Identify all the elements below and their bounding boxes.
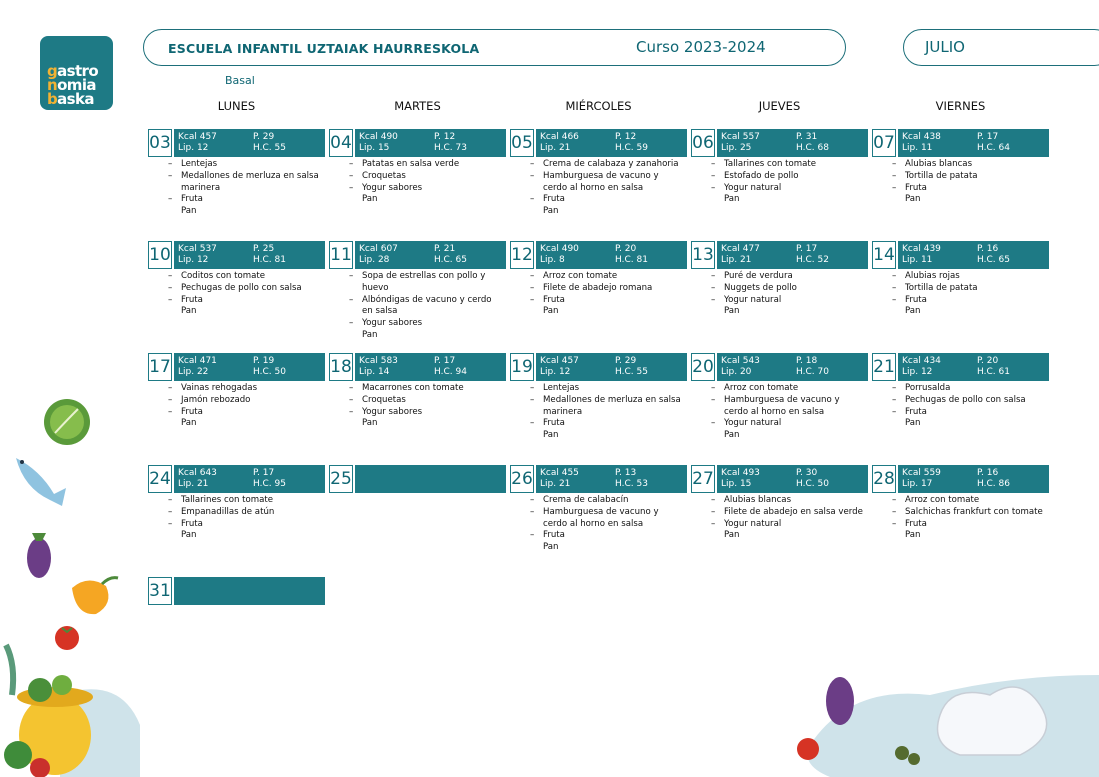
menu-item: – Jamón rebozado (148, 395, 325, 407)
day-cell-header (691, 465, 868, 493)
protein-value: P. 21 (434, 244, 456, 254)
lipids-value: Lip. 12 (540, 367, 571, 377)
carbs-value: H.C. 94 (434, 367, 467, 377)
lipids-value: Lip. 11 (902, 255, 933, 265)
protein-value: P. 29 (253, 132, 275, 142)
fish-icon (10, 452, 70, 510)
day-number: 06 (691, 129, 715, 157)
kcal-value: Kcal 455 (540, 468, 579, 478)
kcal-value: Kcal 643 (178, 468, 217, 478)
menu-type-label: Basal (225, 74, 255, 87)
menu-item: – Yogur natural (691, 418, 868, 430)
menu-item: Pan (543, 542, 559, 553)
gastronomia-baska-logo (40, 36, 113, 110)
menu-item: – Vainas rehogadas (148, 383, 325, 395)
lipids-value: Lip. 21 (540, 479, 571, 489)
kcal-value: Kcal 438 (902, 132, 941, 142)
protein-value: P. 18 (796, 356, 818, 366)
carbs-value: H.C. 81 (615, 255, 648, 265)
menu-item: Pan (181, 306, 197, 317)
nutrition-info (355, 465, 506, 493)
menu-item: Pan (905, 418, 921, 429)
menu-item: – Nuggets de pollo (691, 283, 868, 295)
menu-items-list (872, 271, 1049, 318)
menu-item: – Fruta (148, 407, 325, 419)
menu-item: Pan (543, 206, 559, 217)
day-number: 17 (148, 353, 172, 381)
menu-items-list (872, 495, 1049, 542)
vegetables-pot-illustration (0, 635, 145, 777)
chef-hat-illustration (790, 665, 1099, 777)
menu-item: Pan (905, 306, 921, 317)
day-number: 24 (148, 465, 172, 493)
day-cell (872, 241, 1049, 318)
lipids-value: Lip. 21 (540, 143, 571, 153)
menu-item: – Fruta (872, 519, 1049, 531)
day-number: 12 (510, 241, 534, 269)
menu-item: – Pechugas de pollo con salsa (872, 395, 1049, 407)
lipids-value: Lip. 11 (902, 143, 933, 153)
day-cell-header (148, 577, 325, 605)
menu-item: Pan (543, 306, 559, 317)
kcal-value: Kcal 490 (540, 244, 579, 254)
kcal-value: Kcal 543 (721, 356, 760, 366)
protein-value: P. 17 (253, 468, 275, 478)
menu-items-list (510, 495, 687, 554)
menu-item: – Alubias blancas (872, 159, 1049, 171)
kcal-value: Kcal 434 (902, 356, 941, 366)
course-year: Curso 2023-2024 (636, 38, 766, 56)
day-header-monday: LUNES (217, 99, 256, 113)
nutrition-info (717, 241, 868, 269)
logo-line: nomia (47, 76, 96, 94)
day-cell-header (510, 353, 687, 381)
protein-value: P. 17 (434, 356, 456, 366)
carbs-value: H.C. 70 (796, 367, 829, 377)
menu-item: Pan (181, 530, 197, 541)
menu-item: Pan (181, 418, 197, 429)
protein-value: P. 13 (615, 468, 637, 478)
nutrition-info (717, 129, 868, 157)
protein-value: P. 17 (977, 132, 999, 142)
day-cell-header (872, 129, 1049, 157)
day-number: 03 (148, 129, 172, 157)
day-cell (510, 129, 687, 218)
carbs-value: H.C. 73 (434, 143, 467, 153)
carbs-value: H.C. 61 (977, 367, 1010, 377)
day-number: 26 (510, 465, 534, 493)
menu-item: Pan (181, 206, 197, 217)
kcal-value: Kcal 477 (721, 244, 760, 254)
day-number: 10 (148, 241, 172, 269)
nutrition-info (536, 353, 687, 381)
menu-item: – Fruta (872, 295, 1049, 307)
day-number: 05 (510, 129, 534, 157)
carbs-value: H.C. 65 (977, 255, 1010, 265)
day-cell-header (329, 241, 506, 269)
nutrition-info (898, 353, 1049, 381)
eggplant-icon (20, 525, 60, 581)
day-header-friday: VIERNES (935, 99, 986, 113)
nutrition-info (536, 129, 687, 157)
day-cell-header (872, 241, 1049, 269)
day-number: 04 (329, 129, 353, 157)
lipids-value: Lip. 8 (540, 255, 565, 265)
menu-items-list (148, 159, 325, 218)
menu-item: – Porrusalda (872, 383, 1049, 395)
day-cell-header (148, 241, 325, 269)
lettuce-icon (40, 395, 95, 450)
protein-value: P. 25 (253, 244, 275, 254)
menu-items-list (329, 271, 506, 342)
menu-item: – Medallones de merluza en salsa marinera (148, 171, 325, 195)
day-cell-header (329, 465, 506, 493)
menu-item: – Fruta (872, 183, 1049, 195)
day-header-thursday: JUEVES (758, 99, 801, 113)
day-cell (148, 129, 325, 218)
menu-item: Pan (362, 418, 378, 429)
menu-item: – Yogur natural (691, 519, 868, 531)
menu-item: Pan (362, 329, 378, 340)
menu-item: – Pechugas de pollo con salsa (148, 283, 325, 295)
kcal-value: Kcal 439 (902, 244, 941, 254)
menu-item: – Tortilla de patata (872, 171, 1049, 183)
nutrition-info (536, 241, 687, 269)
day-header-wednesday: MIÉRCOLES (565, 99, 632, 113)
menu-item: – Macarrones con tomate (329, 383, 506, 395)
menu-item: – Fruta (510, 295, 687, 307)
nutrition-info (355, 241, 506, 269)
lipids-value: Lip. 28 (359, 255, 390, 265)
menu-item: – Yogur natural (691, 295, 868, 307)
day-cell (329, 129, 506, 206)
lipids-value: Lip. 15 (359, 143, 390, 153)
menu-item: – Yogur sabores (329, 318, 506, 330)
kcal-value: Kcal 493 (721, 468, 760, 478)
menu-item: – Croquetas (329, 171, 506, 183)
menu-item: – Alubias rojas (872, 271, 1049, 283)
nutrition-info (174, 353, 325, 381)
menu-items-list (872, 159, 1049, 206)
month-name: JULIO (925, 38, 965, 56)
day-cell-header (872, 465, 1049, 493)
lipids-value: Lip. 15 (721, 479, 752, 489)
menu-item: – Estofado de pollo (691, 171, 868, 183)
menu-item: Pan (724, 306, 740, 317)
menu-item: – Sopa de estrellas con pollo y huevo (329, 271, 506, 295)
pepper-icon (66, 572, 122, 618)
protein-value: P. 19 (253, 356, 275, 366)
menu-item: – Yogur natural (691, 183, 868, 195)
day-number: 31 (148, 577, 172, 605)
day-number: 14 (872, 241, 896, 269)
menu-item: – Tallarines con tomate (691, 159, 868, 171)
day-number: 13 (691, 241, 715, 269)
kcal-value: Kcal 607 (359, 244, 398, 254)
menu-item: – Fruta (510, 530, 687, 542)
day-cell-header (148, 465, 325, 493)
day-cell-header (691, 129, 868, 157)
nutrition-info (898, 129, 1049, 157)
protein-value: P. 20 (977, 356, 999, 366)
day-cell-header (148, 129, 325, 157)
menu-item: – Coditos con tomate (148, 271, 325, 283)
day-cell-header (510, 129, 687, 157)
menu-item: – Crema de calabacín (510, 495, 687, 507)
lipids-value: Lip. 21 (721, 255, 752, 265)
nutrition-info (174, 465, 325, 493)
menu-items-list (329, 383, 506, 430)
day-cell-header (329, 353, 506, 381)
day-cell-header (691, 353, 868, 381)
menu-item: – Arroz con tomate (872, 495, 1049, 507)
carbs-value: H.C. 81 (253, 255, 286, 265)
protein-value: P. 20 (615, 244, 637, 254)
menu-item: – Lentejas (510, 383, 687, 395)
nutrition-info (355, 353, 506, 381)
lipids-value: Lip. 12 (178, 255, 209, 265)
protein-value: P. 31 (796, 132, 818, 142)
lipids-value: Lip. 22 (178, 367, 209, 377)
menu-item: – Hamburguesa de vacuno y cerdo al horno en salsa (691, 395, 868, 419)
menu-item: – Fruta (148, 295, 325, 307)
menu-item: Pan (724, 530, 740, 541)
protein-value: P. 16 (977, 468, 999, 478)
menu-item: – Alubias blancas (691, 495, 868, 507)
nutrition-info (898, 465, 1049, 493)
carbs-value: H.C. 55 (615, 367, 648, 377)
menu-item: – Yogur sabores (329, 183, 506, 195)
day-cell-header (148, 353, 325, 381)
day-cell (691, 129, 868, 206)
protein-value: P. 12 (434, 132, 456, 142)
lipids-value: Lip. 12 (902, 367, 933, 377)
day-number: 07 (872, 129, 896, 157)
day-number: 21 (872, 353, 896, 381)
day-cell (329, 241, 506, 342)
kcal-value: Kcal 583 (359, 356, 398, 366)
nutrition-info (174, 241, 325, 269)
menu-item: – Fruta (510, 418, 687, 430)
day-header-tuesday: MARTES (394, 99, 441, 113)
nutrition-info (355, 129, 506, 157)
kcal-value: Kcal 559 (902, 468, 941, 478)
menu-item: – Albóndigas de vacuno y cerdo en salsa (329, 295, 506, 319)
menu-item: – Fruta (510, 194, 687, 206)
day-cell (148, 353, 325, 430)
day-cell (691, 353, 868, 442)
day-cell (148, 465, 325, 542)
kcal-value: Kcal 537 (178, 244, 217, 254)
logo-line: baska (47, 90, 94, 108)
day-cell (148, 577, 325, 607)
menu-item: Pan (724, 194, 740, 205)
carbs-value: H.C. 50 (796, 479, 829, 489)
protein-value: P. 29 (615, 356, 637, 366)
day-cell-header (872, 353, 1049, 381)
menu-item: Pan (543, 430, 559, 441)
menu-items-list (510, 159, 687, 218)
carbs-value: H.C. 59 (615, 143, 648, 153)
menu-item: – Salchichas frankfurt con tomate (872, 507, 1049, 519)
menu-item: – Filete de abadejo romana (510, 283, 687, 295)
day-number: 18 (329, 353, 353, 381)
menu-items-list (691, 159, 868, 206)
protein-value: P. 16 (977, 244, 999, 254)
menu-item: – Fruta (148, 194, 325, 206)
day-number: 25 (329, 465, 353, 493)
menu-items-list (872, 383, 1049, 430)
lipids-value: Lip. 14 (359, 367, 390, 377)
lipids-value: Lip. 17 (902, 479, 933, 489)
kcal-value: Kcal 557 (721, 132, 760, 142)
menu-item: – Yogur sabores (329, 407, 506, 419)
nutrition-info (898, 241, 1049, 269)
menu-item: – Lentejas (148, 159, 325, 171)
menu-items-list (510, 383, 687, 442)
day-cell-header (329, 129, 506, 157)
menu-items-list (148, 383, 325, 430)
protein-value: P. 12 (615, 132, 637, 142)
menu-item: – Hamburguesa de vacuno y cerdo al horno en salsa (510, 507, 687, 531)
day-cell (691, 241, 868, 318)
menu-items-list (329, 159, 506, 206)
menu-item: – Fruta (872, 407, 1049, 419)
menu-items-list (691, 271, 868, 318)
menu-item: – Hamburguesa de vacuno y cerdo al horno en salsa (510, 171, 687, 195)
nutrition-info (717, 465, 868, 493)
carbs-value: H.C. 68 (796, 143, 829, 153)
day-cell (510, 465, 687, 554)
menu-item: – Arroz con tomate (510, 271, 687, 283)
menu-items-list (510, 271, 687, 318)
carbs-value: H.C. 86 (977, 479, 1010, 489)
carbs-value: H.C. 95 (253, 479, 286, 489)
kcal-value: Kcal 490 (359, 132, 398, 142)
menu-item: – Puré de verdura (691, 271, 868, 283)
menu-item: Pan (905, 194, 921, 205)
kcal-value: Kcal 457 (540, 356, 579, 366)
nutrition-info (174, 577, 325, 605)
menu-items-list (691, 495, 868, 542)
menu-item: Pan (362, 194, 378, 205)
day-cell (510, 353, 687, 442)
menu-item: – Fruta (148, 519, 325, 531)
day-number: 28 (872, 465, 896, 493)
day-cell (872, 465, 1049, 542)
day-cell (148, 241, 325, 318)
month-banner (903, 29, 1099, 66)
carbs-value: H.C. 53 (615, 479, 648, 489)
menu-item: – Tallarines con tomate (148, 495, 325, 507)
lipids-value: Lip. 20 (721, 367, 752, 377)
menu-item: – Patatas en salsa verde (329, 159, 506, 171)
menu-item: – Croquetas (329, 395, 506, 407)
menu-item: – Tortilla de patata (872, 283, 1049, 295)
logo-line: gastro (47, 62, 99, 80)
day-cell (872, 129, 1049, 206)
header-banner (143, 29, 846, 66)
menu-items-list (148, 271, 325, 318)
day-cell (329, 465, 506, 495)
menu-items-list (148, 495, 325, 542)
kcal-value: Kcal 471 (178, 356, 217, 366)
protein-value: P. 17 (796, 244, 818, 254)
day-number: 20 (691, 353, 715, 381)
nutrition-info (536, 465, 687, 493)
day-number: 27 (691, 465, 715, 493)
kcal-value: Kcal 466 (540, 132, 579, 142)
school-name: ESCUELA INFANTIL UZTAIAK HAURRESKOLA (168, 41, 480, 56)
day-cell (872, 353, 1049, 430)
day-cell (691, 465, 868, 542)
day-cell (510, 241, 687, 318)
nutrition-info (174, 129, 325, 157)
lipids-value: Lip. 12 (178, 143, 209, 153)
menu-item: Pan (724, 430, 740, 441)
carbs-value: H.C. 64 (977, 143, 1010, 153)
menu-item: Pan (905, 530, 921, 541)
carbs-value: H.C. 52 (796, 255, 829, 265)
day-number: 19 (510, 353, 534, 381)
menu-item: – Medallones de merluza en salsa marinera (510, 395, 687, 419)
day-cell (329, 353, 506, 430)
day-cell-header (691, 241, 868, 269)
day-cell-header (510, 241, 687, 269)
carbs-value: H.C. 50 (253, 367, 286, 377)
carbs-value: H.C. 55 (253, 143, 286, 153)
day-number: 11 (329, 241, 353, 269)
day-cell-header (510, 465, 687, 493)
menu-item: – Arroz con tomate (691, 383, 868, 395)
carbs-value: H.C. 65 (434, 255, 467, 265)
lipids-value: Lip. 21 (178, 479, 209, 489)
nutrition-info (717, 353, 868, 381)
lipids-value: Lip. 25 (721, 143, 752, 153)
menu-item: – Crema de calabaza y zanahoria (510, 159, 687, 171)
menu-item: – Filete de abadejo en salsa verde (691, 507, 868, 519)
protein-value: P. 30 (796, 468, 818, 478)
kcal-value: Kcal 457 (178, 132, 217, 142)
menu-items-list (691, 383, 868, 442)
menu-item: – Empanadillas de atún (148, 507, 325, 519)
